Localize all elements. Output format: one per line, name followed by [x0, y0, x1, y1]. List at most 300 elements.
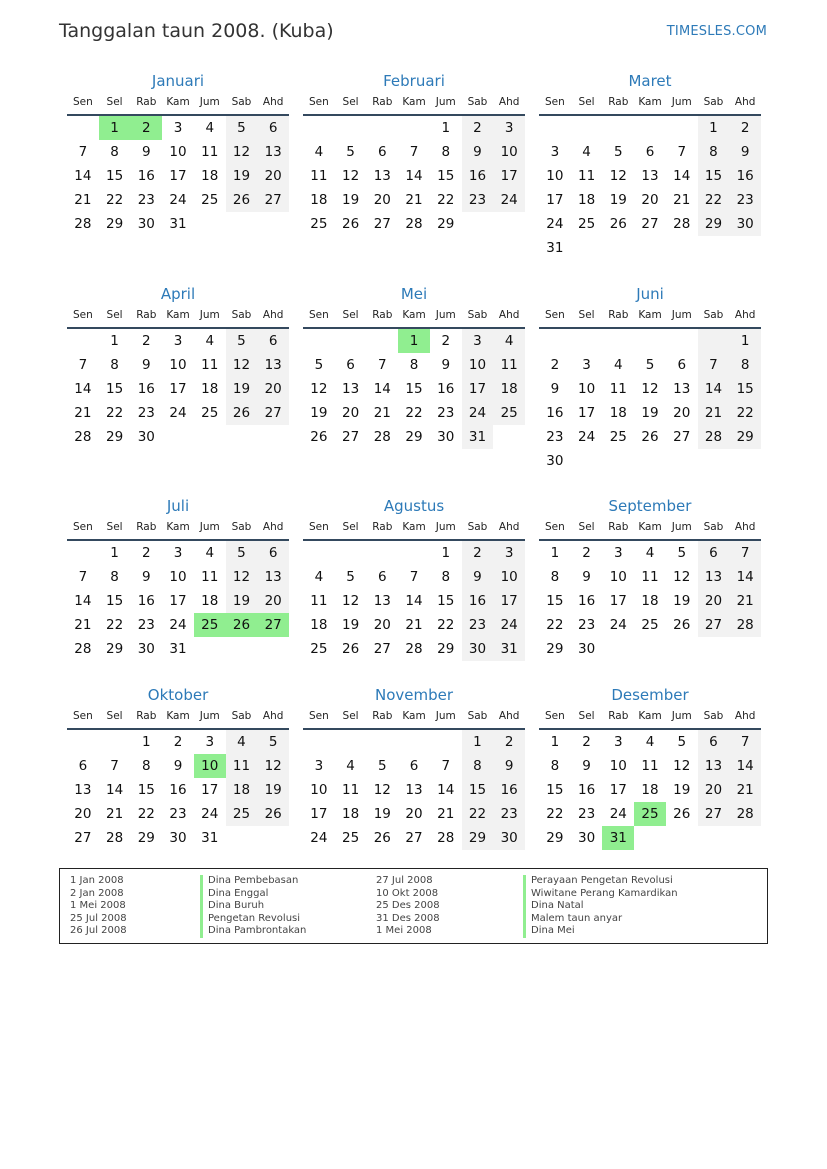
day-cell[interactable]: 2: [130, 116, 162, 140]
day-cell[interactable]: 11: [341, 782, 360, 798]
day-cell[interactable]: 9: [142, 357, 151, 373]
day-cell[interactable]: 11: [201, 569, 219, 585]
day-cell[interactable]: 21: [405, 617, 423, 633]
day-cell[interactable]: 29: [729, 425, 761, 449]
day-cell[interactable]: 8: [441, 144, 451, 160]
day-cell[interactable]: 24: [546, 216, 564, 232]
day-cell[interactable]: 26: [310, 429, 328, 445]
day-cell[interactable]: 29: [546, 641, 564, 657]
day-cell[interactable]: 10: [609, 758, 627, 774]
day-cell[interactable]: 8: [110, 569, 119, 585]
day-cell[interactable]: 4: [314, 144, 324, 160]
day-cell[interactable]: 27: [257, 188, 289, 212]
day-cell[interactable]: 31: [493, 637, 525, 661]
day-cell[interactable]: 9: [582, 758, 591, 774]
day-cell[interactable]: 12: [641, 381, 659, 397]
day-cell[interactable]: 10: [194, 754, 226, 778]
day-cell[interactable]: 18: [577, 192, 596, 208]
day-cell[interactable]: 28: [74, 429, 92, 445]
day-cell[interactable]: 9: [462, 565, 494, 589]
day-cell[interactable]: 12: [226, 565, 258, 589]
day-cell[interactable]: 17: [169, 381, 187, 397]
day-cell[interactable]: 2: [142, 333, 151, 349]
day-cell[interactable]: 22: [546, 617, 564, 633]
day-cell[interactable]: 21: [405, 192, 423, 208]
day-cell[interactable]: 24: [201, 806, 219, 822]
day-cell[interactable]: 14: [405, 593, 423, 609]
day-cell[interactable]: 13: [405, 782, 423, 798]
day-cell[interactable]: 22: [546, 806, 564, 822]
day-cell[interactable]: 26: [673, 806, 691, 822]
day-cell[interactable]: 20: [698, 778, 730, 802]
day-cell[interactable]: 4: [226, 730, 258, 754]
day-cell[interactable]: 24: [577, 429, 596, 445]
day-cell[interactable]: 12: [673, 758, 691, 774]
day-cell[interactable]: 10: [310, 782, 328, 798]
day-cell[interactable]: 23: [729, 188, 761, 212]
day-cell[interactable]: 12: [341, 168, 360, 184]
day-cell[interactable]: 20: [373, 617, 391, 633]
day-cell[interactable]: 10: [493, 140, 525, 164]
day-cell[interactable]: 24: [609, 806, 627, 822]
day-cell[interactable]: 22: [105, 192, 124, 208]
day-cell[interactable]: 21: [729, 589, 761, 613]
day-cell[interactable]: 13: [698, 565, 730, 589]
day-cell[interactable]: 19: [257, 778, 289, 802]
day-cell[interactable]: 26: [373, 830, 391, 846]
day-cell[interactable]: 4: [645, 734, 655, 750]
day-cell[interactable]: 5: [677, 545, 687, 561]
day-cell[interactable]: 19: [226, 377, 258, 401]
day-cell[interactable]: 27: [405, 830, 423, 846]
day-cell[interactable]: 7: [78, 144, 88, 160]
day-cell[interactable]: 16: [493, 778, 525, 802]
day-cell[interactable]: 27: [698, 802, 730, 826]
day-cell[interactable]: 21: [729, 778, 761, 802]
day-cell[interactable]: 29: [137, 830, 155, 846]
day-cell[interactable]: 10: [493, 565, 525, 589]
day-cell[interactable]: 6: [409, 758, 419, 774]
day-cell[interactable]: 18: [310, 617, 328, 633]
day-cell[interactable]: 3: [314, 758, 324, 774]
day-cell[interactable]: 12: [373, 782, 391, 798]
day-cell[interactable]: 19: [310, 405, 328, 421]
day-cell[interactable]: 15: [137, 782, 155, 798]
day-cell[interactable]: 27: [673, 429, 691, 445]
day-cell[interactable]: 6: [257, 541, 289, 565]
day-cell[interactable]: 2: [550, 357, 560, 373]
day-cell[interactable]: 15: [462, 778, 494, 802]
day-cell[interactable]: 5: [645, 357, 655, 373]
day-cell[interactable]: 7: [78, 357, 88, 373]
day-cell[interactable]: 14: [74, 168, 92, 184]
day-cell[interactable]: 13: [341, 381, 360, 397]
day-cell[interactable]: 4: [205, 545, 215, 561]
day-cell[interactable]: 28: [105, 830, 124, 846]
day-cell[interactable]: 24: [493, 613, 525, 637]
day-cell[interactable]: 3: [582, 357, 591, 373]
day-cell[interactable]: 12: [609, 168, 627, 184]
day-cell[interactable]: 11: [641, 569, 659, 585]
day-cell[interactable]: 26: [341, 216, 360, 232]
day-cell[interactable]: 25: [609, 429, 627, 445]
day-cell[interactable]: 24: [462, 401, 494, 425]
day-cell[interactable]: 6: [378, 569, 387, 585]
day-cell[interactable]: 12: [673, 569, 691, 585]
day-cell[interactable]: 1: [729, 329, 761, 353]
day-cell[interactable]: 22: [437, 192, 455, 208]
day-cell[interactable]: 11: [201, 144, 219, 160]
day-cell[interactable]: 30: [137, 641, 155, 657]
day-cell[interactable]: 1: [110, 333, 119, 349]
day-cell[interactable]: 24: [310, 830, 328, 846]
day-cell[interactable]: 30: [462, 637, 494, 661]
day-cell[interactable]: 19: [226, 164, 258, 188]
day-cell[interactable]: 3: [173, 333, 183, 349]
day-cell[interactable]: 11: [310, 168, 328, 184]
day-cell[interactable]: 7: [78, 569, 88, 585]
day-cell[interactable]: 15: [105, 168, 124, 184]
day-cell[interactable]: 19: [373, 806, 391, 822]
day-cell[interactable]: 5: [226, 541, 258, 565]
day-cell[interactable]: 13: [373, 168, 391, 184]
day-cell[interactable]: 27: [74, 830, 92, 846]
day-cell[interactable]: 21: [74, 405, 92, 421]
day-cell[interactable]: 25: [577, 216, 596, 232]
day-cell[interactable]: 19: [341, 617, 360, 633]
day-cell[interactable]: 10: [169, 357, 187, 373]
day-cell[interactable]: 10: [462, 353, 494, 377]
day-cell[interactable]: 29: [437, 641, 455, 657]
day-cell[interactable]: 29: [105, 216, 124, 232]
day-cell[interactable]: 2: [441, 333, 451, 349]
day-cell[interactable]: 15: [546, 782, 564, 798]
day-cell[interactable]: 30: [577, 641, 596, 657]
day-cell[interactable]: 13: [257, 565, 289, 589]
day-cell[interactable]: 10: [169, 569, 187, 585]
day-cell[interactable]: 4: [346, 758, 355, 774]
day-cell[interactable]: 7: [110, 758, 119, 774]
day-cell[interactable]: 16: [137, 381, 155, 397]
day-cell[interactable]: 31: [462, 425, 494, 449]
day-cell[interactable]: 11: [226, 754, 258, 778]
day-cell[interactable]: 20: [257, 589, 289, 613]
day-cell[interactable]: 4: [205, 120, 215, 136]
day-cell[interactable]: 19: [341, 192, 360, 208]
day-cell[interactable]: 8: [462, 754, 494, 778]
day-cell[interactable]: 17: [310, 806, 328, 822]
day-cell[interactable]: 10: [546, 168, 564, 184]
day-cell[interactable]: 21: [698, 401, 730, 425]
day-cell[interactable]: 14: [105, 782, 124, 798]
day-cell[interactable]: 11: [577, 168, 596, 184]
day-cell[interactable]: 16: [462, 589, 494, 613]
day-cell[interactable]: 9: [729, 140, 761, 164]
day-cell[interactable]: 2: [729, 116, 761, 140]
day-cell[interactable]: 18: [641, 782, 659, 798]
day-cell[interactable]: 23: [577, 617, 596, 633]
day-cell[interactable]: 4: [582, 144, 591, 160]
day-cell[interactable]: 6: [257, 116, 289, 140]
day-cell[interactable]: 28: [729, 802, 761, 826]
day-cell[interactable]: 14: [698, 377, 730, 401]
day-cell[interactable]: 18: [201, 381, 219, 397]
day-cell[interactable]: 23: [546, 429, 564, 445]
day-cell[interactable]: 18: [201, 593, 219, 609]
day-cell[interactable]: 2: [142, 545, 151, 561]
day-cell[interactable]: 27: [698, 613, 730, 637]
day-cell[interactable]: 26: [226, 188, 258, 212]
day-cell[interactable]: 14: [437, 782, 455, 798]
day-cell[interactable]: 25: [493, 401, 525, 425]
day-cell[interactable]: 11: [641, 758, 659, 774]
day-cell[interactable]: 25: [310, 641, 328, 657]
day-cell[interactable]: 8: [110, 357, 119, 373]
day-cell[interactable]: 29: [546, 830, 564, 846]
day-cell[interactable]: 15: [105, 381, 124, 397]
day-cell[interactable]: 7: [677, 144, 687, 160]
day-cell[interactable]: 28: [437, 830, 455, 846]
day-cell[interactable]: 23: [137, 405, 155, 421]
day-cell[interactable]: 29: [105, 429, 124, 445]
day-cell[interactable]: 12: [226, 140, 258, 164]
day-cell[interactable]: 17: [169, 168, 187, 184]
day-cell[interactable]: 1: [441, 545, 451, 561]
day-cell[interactable]: 6: [677, 357, 687, 373]
day-cell[interactable]: 25: [226, 802, 258, 826]
day-cell[interactable]: 22: [405, 405, 423, 421]
day-cell[interactable]: 20: [74, 806, 92, 822]
day-cell[interactable]: 26: [257, 802, 289, 826]
day-cell[interactable]: 6: [645, 144, 655, 160]
day-cell[interactable]: 19: [609, 192, 627, 208]
day-cell[interactable]: 21: [74, 617, 92, 633]
day-cell[interactable]: 7: [409, 144, 419, 160]
day-cell[interactable]: 21: [373, 405, 391, 421]
day-cell[interactable]: 5: [226, 329, 258, 353]
day-cell[interactable]: 11: [609, 381, 627, 397]
day-cell[interactable]: 16: [577, 782, 596, 798]
day-cell[interactable]: 3: [493, 116, 525, 140]
day-cell[interactable]: 29: [105, 641, 124, 657]
day-cell[interactable]: 2: [462, 116, 494, 140]
day-cell[interactable]: 20: [373, 192, 391, 208]
day-cell[interactable]: 3: [614, 545, 623, 561]
day-cell[interactable]: 30: [493, 826, 525, 850]
day-cell[interactable]: 25: [194, 613, 226, 637]
day-cell[interactable]: 12: [310, 381, 328, 397]
day-cell[interactable]: 23: [462, 613, 494, 637]
day-cell[interactable]: 27: [373, 641, 391, 657]
day-cell[interactable]: 9: [441, 357, 451, 373]
day-cell[interactable]: 16: [729, 164, 761, 188]
day-cell[interactable]: 4: [205, 333, 215, 349]
day-cell[interactable]: 22: [105, 617, 124, 633]
day-cell[interactable]: 9: [173, 758, 183, 774]
day-cell[interactable]: 17: [493, 589, 525, 613]
day-cell[interactable]: 26: [341, 641, 360, 657]
day-cell[interactable]: 30: [169, 830, 187, 846]
day-cell[interactable]: 7: [441, 758, 451, 774]
day-cell[interactable]: 20: [341, 405, 360, 421]
day-cell[interactable]: 12: [226, 353, 258, 377]
day-cell[interactable]: 14: [74, 593, 92, 609]
day-cell[interactable]: 7: [729, 730, 761, 754]
day-cell[interactable]: 8: [729, 353, 761, 377]
day-cell[interactable]: 29: [437, 216, 455, 232]
day-cell[interactable]: 5: [677, 734, 687, 750]
day-cell[interactable]: 20: [698, 589, 730, 613]
day-cell[interactable]: 31: [602, 826, 634, 850]
day-cell[interactable]: 13: [373, 593, 391, 609]
day-cell[interactable]: 20: [405, 806, 423, 822]
day-cell[interactable]: 21: [437, 806, 455, 822]
day-cell[interactable]: 30: [546, 453, 564, 469]
day-cell[interactable]: 5: [314, 357, 324, 373]
day-cell[interactable]: 5: [378, 758, 387, 774]
day-cell[interactable]: 13: [673, 381, 691, 397]
day-cell[interactable]: 25: [310, 216, 328, 232]
day-cell[interactable]: 9: [550, 381, 560, 397]
day-cell[interactable]: 28: [405, 216, 423, 232]
day-cell[interactable]: 9: [582, 569, 591, 585]
day-cell[interactable]: 17: [169, 593, 187, 609]
day-cell[interactable]: 24: [169, 617, 187, 633]
day-cell[interactable]: 27: [373, 216, 391, 232]
day-cell[interactable]: 5: [346, 569, 355, 585]
day-cell[interactable]: 28: [405, 641, 423, 657]
day-cell[interactable]: 19: [673, 593, 691, 609]
day-cell[interactable]: 19: [641, 405, 659, 421]
day-cell[interactable]: 23: [493, 802, 525, 826]
day-cell[interactable]: 18: [226, 778, 258, 802]
day-cell[interactable]: 15: [729, 377, 761, 401]
day-cell[interactable]: 11: [310, 593, 328, 609]
day-cell[interactable]: 16: [577, 593, 596, 609]
day-cell[interactable]: 14: [405, 168, 423, 184]
day-cell[interactable]: 21: [74, 192, 92, 208]
day-cell[interactable]: 8: [698, 140, 730, 164]
day-cell[interactable]: 20: [257, 164, 289, 188]
day-cell[interactable]: 21: [105, 806, 124, 822]
day-cell[interactable]: 6: [257, 329, 289, 353]
day-cell[interactable]: 27: [257, 401, 289, 425]
day-cell[interactable]: 3: [493, 541, 525, 565]
day-cell[interactable]: 22: [729, 401, 761, 425]
day-cell[interactable]: 1: [110, 545, 119, 561]
day-cell[interactable]: 13: [257, 140, 289, 164]
day-cell[interactable]: 11: [201, 357, 219, 373]
day-cell[interactable]: 19: [673, 782, 691, 798]
day-cell[interactable]: 26: [226, 613, 258, 637]
day-cell[interactable]: 8: [110, 144, 119, 160]
day-cell[interactable]: 7: [729, 541, 761, 565]
day-cell[interactable]: 20: [673, 405, 691, 421]
day-cell[interactable]: 14: [673, 168, 691, 184]
day-cell[interactable]: 13: [641, 168, 659, 184]
day-cell[interactable]: 30: [137, 429, 155, 445]
day-cell[interactable]: 4: [314, 569, 324, 585]
day-cell[interactable]: 24: [169, 192, 187, 208]
day-cell[interactable]: 10: [169, 144, 187, 160]
day-cell[interactable]: 28: [698, 425, 730, 449]
day-cell[interactable]: 15: [105, 593, 124, 609]
day-cell[interactable]: 13: [698, 754, 730, 778]
day-cell[interactable]: 3: [173, 545, 183, 561]
day-cell[interactable]: 3: [173, 120, 183, 136]
day-cell[interactable]: 15: [437, 168, 455, 184]
day-cell[interactable]: 2: [582, 545, 591, 561]
day-cell[interactable]: 18: [493, 377, 525, 401]
day-cell[interactable]: 1: [142, 734, 151, 750]
day-cell[interactable]: 6: [698, 730, 730, 754]
day-cell[interactable]: 18: [310, 192, 328, 208]
day-cell[interactable]: 15: [698, 164, 730, 188]
day-cell[interactable]: 26: [226, 401, 258, 425]
day-cell[interactable]: 7: [698, 353, 730, 377]
day-cell[interactable]: 18: [201, 168, 219, 184]
day-cell[interactable]: 23: [437, 405, 455, 421]
day-cell[interactable]: 1: [698, 116, 730, 140]
day-cell[interactable]: 29: [462, 826, 494, 850]
day-cell[interactable]: 1: [550, 734, 560, 750]
day-cell[interactable]: 5: [346, 144, 355, 160]
day-cell[interactable]: 28: [673, 216, 691, 232]
day-cell[interactable]: 1: [398, 329, 430, 353]
day-cell[interactable]: 13: [74, 782, 92, 798]
day-cell[interactable]: 24: [169, 405, 187, 421]
day-cell[interactable]: 29: [405, 429, 423, 445]
day-cell[interactable]: 4: [645, 545, 655, 561]
day-cell[interactable]: 23: [137, 617, 155, 633]
day-cell[interactable]: 30: [729, 212, 761, 236]
day-cell[interactable]: 18: [609, 405, 627, 421]
day-cell[interactable]: 27: [641, 216, 659, 232]
day-cell[interactable]: 18: [641, 593, 659, 609]
day-cell[interactable]: 20: [257, 377, 289, 401]
brand-logo[interactable]: TIMESLES.COM: [666, 24, 767, 39]
day-cell[interactable]: 14: [74, 381, 92, 397]
day-cell[interactable]: 3: [550, 144, 560, 160]
day-cell[interactable]: 15: [437, 593, 455, 609]
day-cell[interactable]: 17: [609, 782, 627, 798]
day-cell[interactable]: 23: [169, 806, 187, 822]
day-cell[interactable]: 2: [462, 541, 494, 565]
day-cell[interactable]: 20: [641, 192, 659, 208]
day-cell[interactable]: 19: [226, 589, 258, 613]
day-cell[interactable]: 2: [493, 730, 525, 754]
day-cell[interactable]: 12: [257, 754, 289, 778]
day-cell[interactable]: 25: [641, 617, 659, 633]
day-cell[interactable]: 3: [614, 734, 623, 750]
day-cell[interactable]: 22: [105, 405, 124, 421]
day-cell[interactable]: 4: [614, 357, 623, 373]
day-cell[interactable]: 10: [609, 569, 627, 585]
day-cell[interactable]: 6: [698, 541, 730, 565]
day-cell[interactable]: 1: [441, 120, 451, 136]
day-cell[interactable]: 23: [577, 806, 596, 822]
day-cell[interactable]: 8: [409, 357, 419, 373]
day-cell[interactable]: 28: [373, 429, 391, 445]
day-cell[interactable]: 23: [462, 188, 494, 212]
day-cell[interactable]: 17: [577, 405, 596, 421]
day-cell[interactable]: 18: [341, 806, 360, 822]
day-cell[interactable]: 28: [74, 216, 92, 232]
day-cell[interactable]: 25: [341, 830, 360, 846]
day-cell[interactable]: 7: [409, 569, 419, 585]
day-cell[interactable]: 15: [546, 593, 564, 609]
day-cell[interactable]: 22: [137, 806, 155, 822]
